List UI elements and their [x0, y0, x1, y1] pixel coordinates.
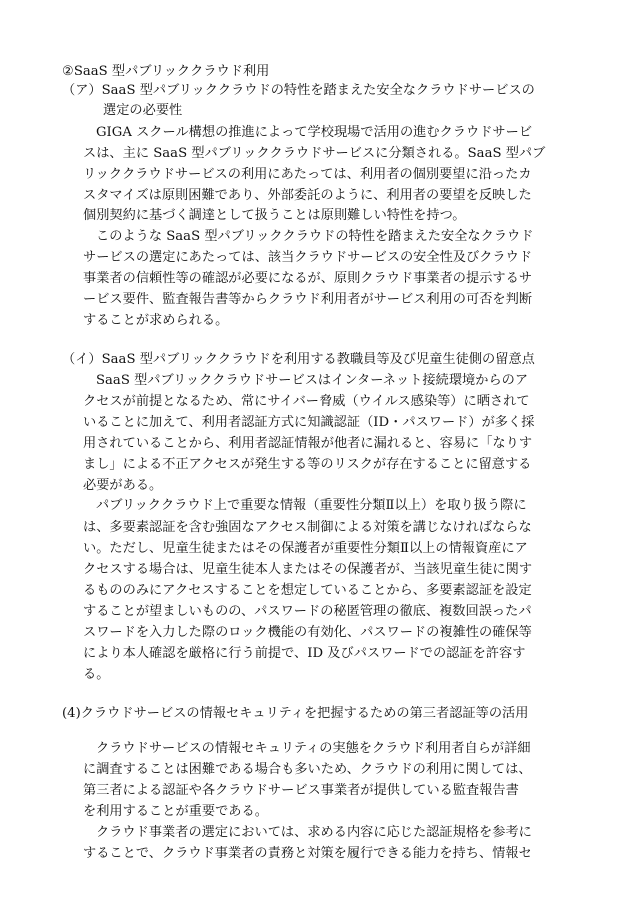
paragraph-line: まし」による不正アクセスが発生する等のリスクが存在することに留意する: [83, 457, 532, 472]
paragraph-line: スは、主に SaaS 型パブリッククラウドサービスに分類される。SaaS 型パブ: [83, 146, 546, 161]
paragraph-line: リッククラウドサービスの利用にあたっては、利用者の個別要望に沿ったカ: [83, 167, 532, 182]
paragraph-line: クセスが前提となるため、常にサイバー脅威（ウイルス感染等）に晒されて: [83, 394, 530, 409]
paragraph-line: することが望ましいものの、パスワードの秘匿管理の徹底、複数回誤ったパ: [83, 604, 532, 619]
paragraph-line: クラウド事業者の選定においては、求める内容に応じた認証規格を参考に: [96, 825, 532, 840]
paragraph-line: することで、クラウド事業者の責務と対策を履行できる能力を持ち、情報セ: [83, 846, 532, 861]
paragraph-line: に調査することは困難である場合も多いため、クラウドの利用に関しては、: [83, 762, 532, 777]
paragraph-line: るもののみにアクセスすることを想定していることから、多要素認証を設定: [83, 583, 532, 598]
paragraph-line: することが求められる。: [83, 313, 229, 328]
subsection-heading-a-line-2: 選定の必要性: [103, 103, 183, 118]
paragraph-line: スタマイズは原則困難であり、外部委託のように、利用者の要望を反映した: [83, 188, 532, 203]
paragraph-line: SaaS 型パブリッククラウドサービスはインターネット接続環境からのア: [96, 373, 529, 388]
paragraph-line: 個別契約に基づく調達として扱うことは原則難しい特性を持つ。: [83, 208, 466, 223]
paragraph-line: は、多要素認証を含む強固なアクセス制御による対策を講じなければならな: [83, 520, 532, 535]
paragraph-line: このような SaaS 型パブリッククラウドの特性を踏まえた安全なクラウド: [96, 229, 534, 244]
paragraph-line: を利用することが重要である。: [83, 804, 268, 819]
paragraph-line: クラウドサービスの情報セキュリティの実態をクラウド利用者自らが詳細: [96, 741, 531, 756]
paragraph-line: ービス要件、監査報告書等からクラウド利用者がサービス利用の可否を判断: [83, 292, 533, 307]
paragraph-line: スワードを入力した際のロック機能の有効化、パスワードの複雑性の確保等: [83, 625, 532, 640]
paragraph-line: により本人確認を厳格に行う前提で、ID 及びパスワードでの認証を許容す: [83, 646, 526, 661]
paragraph-line: 第三者による認証や各クラウドサービス事業者が提供している監査報告書: [83, 783, 519, 798]
paragraph-line: 用されていることから、利用者認証情報が他者に漏れると、容易に「なりす: [83, 436, 533, 451]
paragraph-line: サービスの選定にあたっては、該当クラウドサービスの安全性及びクラウド: [83, 250, 533, 265]
paragraph-line: いることに加えて、利用者認証方式に知識認証（ID・パスワード）が多く採: [83, 415, 535, 430]
paragraph-line: る。: [83, 667, 110, 682]
section-heading-saas: ②SaaS 型パブリッククラウド利用: [62, 64, 270, 79]
paragraph-line: い。ただし、児童生徒またはその保護者が重要性分類Ⅱ以上の情報資産にア: [83, 541, 528, 556]
subsection-heading-b: （イ）SaaS 型パブリッククラウドを利用する教職員等及び児童生徒側の留意点: [62, 352, 535, 367]
paragraph-line: パブリッククラウド上で重要な情報（重要性分類Ⅱ以上）を取り扱う際に: [96, 498, 527, 513]
paragraph-line: GIGA スクール構想の推進によって学校現場で活用の進むクラウドサービ: [96, 125, 533, 140]
paragraph-line: 必要がある。: [83, 478, 163, 493]
subsection-heading-a-line-1: （ア）SaaS 型パブリッククラウドの特性を踏まえた安全なクラウドサービスの: [62, 83, 535, 98]
section-heading-4: (4)クラウドサービスの情報セキュリティを把握するための第三者認証等の活用: [62, 706, 529, 721]
paragraph-line: 事業者の信頼性等の確認が必要になるが、原則クラウド事業者の提示するサ: [83, 271, 533, 286]
paragraph-line: クセスする場合は、児童生徒本人またはその保護者が、当該児童生徒に関す: [83, 562, 533, 577]
